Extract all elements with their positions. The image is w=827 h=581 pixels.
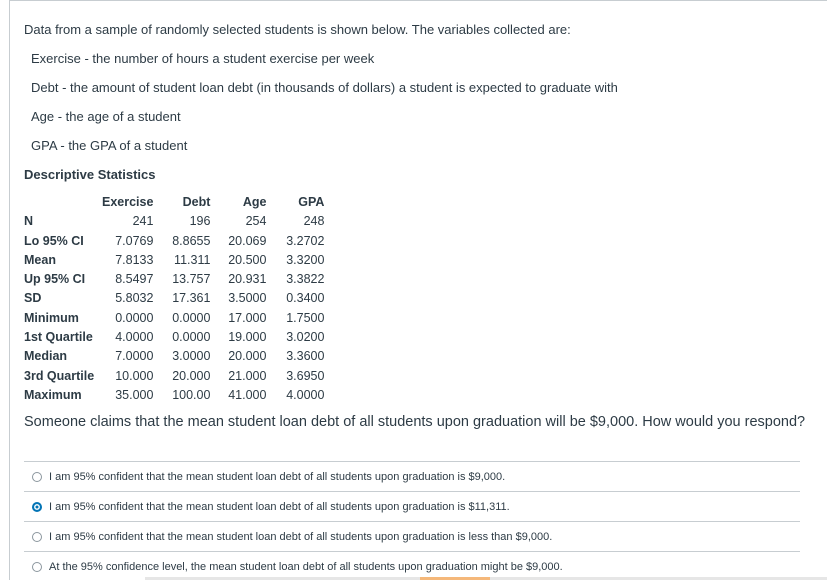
table-cell: 3.2702 <box>286 233 325 248</box>
row-label: Median <box>24 349 68 364</box>
table-cell: 21.000 <box>228 368 267 383</box>
table-row <box>24 386 324 405</box>
table-cell: 35.000 <box>115 387 154 402</box>
descriptive-statistics-table <box>24 193 324 405</box>
table-cell: 20.069 <box>228 233 267 248</box>
row-label: N <box>24 214 34 229</box>
table-cell: 20.500 <box>228 252 267 267</box>
table-cell: 20.000 <box>172 368 211 383</box>
header-debt: Debt <box>182 195 211 209</box>
table-row <box>24 232 324 251</box>
table-row <box>24 289 324 308</box>
row-label: Lo 95% CI <box>24 233 84 248</box>
table-cell: 13.757 <box>172 272 211 287</box>
table-cell: 241 <box>132 214 154 229</box>
table-cell: 4.0000 <box>115 330 154 345</box>
table-cell: 5.8032 <box>115 291 154 306</box>
radio-button-1[interactable] <box>32 472 42 482</box>
radio-button-4[interactable] <box>32 562 42 572</box>
table-header-row <box>24 193 324 212</box>
radio-button-2-selected[interactable] <box>32 502 42 512</box>
section-title: Descriptive Statistics <box>24 167 156 182</box>
table-cell: 8.5497 <box>115 272 154 287</box>
table-cell: 0.0000 <box>172 310 211 325</box>
table-cell: 3.3822 <box>286 272 325 287</box>
variable-exercise: Exercise - the number of hours a student exercise per week <box>31 51 375 66</box>
radio-button-3[interactable] <box>32 532 42 542</box>
table-row <box>24 367 324 386</box>
row-label: SD <box>24 291 42 306</box>
variable-gpa: GPA - the GPA of a student <box>31 138 188 153</box>
header-gpa: GPA <box>298 195 325 209</box>
table-row <box>24 347 324 366</box>
table-cell: 4.0000 <box>286 387 325 402</box>
table-row <box>24 309 324 328</box>
table-cell: 20.931 <box>228 272 267 287</box>
table-row <box>24 212 324 231</box>
row-label: 3rd Quartile <box>24 368 95 383</box>
answer-option-label: At the 95% confidence level, the mean student loan debt of all students upon graduation might be $9,000. <box>49 560 563 573</box>
table-cell: 20.000 <box>228 349 267 364</box>
table-cell: 100.00 <box>172 387 211 402</box>
table-corner <box>24 193 102 212</box>
answer-option-label: I am 95% confident that the mean student loan debt of all students upon graduation is $11,311. <box>49 500 510 513</box>
answer-option-label: I am 95% confident that the mean student loan debt of all students upon graduation is $9,000. <box>49 470 506 483</box>
answer-option-3[interactable] <box>24 521 800 551</box>
variable-age: Age - the age of a student <box>31 109 181 124</box>
answer-option-label: I am 95% confident that the mean student loan debt of all students upon graduation is less than $9,000. <box>49 530 553 543</box>
header-exercise: Exercise <box>102 195 154 209</box>
table-cell: 254 <box>245 214 267 229</box>
intro-text: Data from a sample of randomly selected students is shown below. The variables collected are: <box>24 22 571 37</box>
table-cell: 7.0000 <box>115 349 154 364</box>
table-cell: 8.8655 <box>172 233 211 248</box>
table-cell: 3.0000 <box>172 349 211 364</box>
row-label: Up 95% CI <box>24 272 86 287</box>
row-label: Maximum <box>24 387 82 402</box>
row-label: Mean <box>24 252 56 267</box>
table-cell: 3.5000 <box>228 291 267 306</box>
table-cell: 0.0000 <box>115 310 154 325</box>
table-cell: 11.311 <box>174 252 211 267</box>
row-label: 1st Quartile <box>24 330 93 345</box>
table-cell: 17.000 <box>228 310 267 325</box>
table-cell: 19.000 <box>228 330 267 345</box>
answer-options <box>24 461 800 581</box>
variable-debt: Debt - the amount of student loan debt (in thousands of dollars) a student is expected to graduate with <box>31 80 618 95</box>
table-cell: 3.6950 <box>286 368 325 383</box>
table-row <box>24 251 324 270</box>
table-cell: 10.000 <box>115 368 154 383</box>
header-age: Age <box>242 195 267 209</box>
table-cell: 0.3400 <box>286 291 325 306</box>
table-cell: 1.7500 <box>286 310 325 325</box>
answer-option-2[interactable] <box>24 491 800 521</box>
row-label: Minimum <box>24 310 79 325</box>
question-text: Someone claims that the mean student loan debt of all students upon graduation will be $9,000. How would you respond? <box>24 414 806 430</box>
table-cell: 7.8133 <box>115 252 154 267</box>
table-cell: 3.3600 <box>286 349 325 364</box>
table-cell: 248 <box>303 214 325 229</box>
table-cell: 3.3200 <box>286 252 325 267</box>
table-cell: 3.0200 <box>286 330 325 345</box>
table-cell: 41.000 <box>228 387 267 402</box>
table-cell: 7.0769 <box>115 233 154 248</box>
table-cell: 17.361 <box>172 291 211 306</box>
table-row <box>24 328 324 347</box>
table-row <box>24 270 324 289</box>
answer-option-1[interactable] <box>24 461 800 491</box>
table-cell: 0.0000 <box>172 330 211 345</box>
table-cell: 196 <box>189 214 211 229</box>
